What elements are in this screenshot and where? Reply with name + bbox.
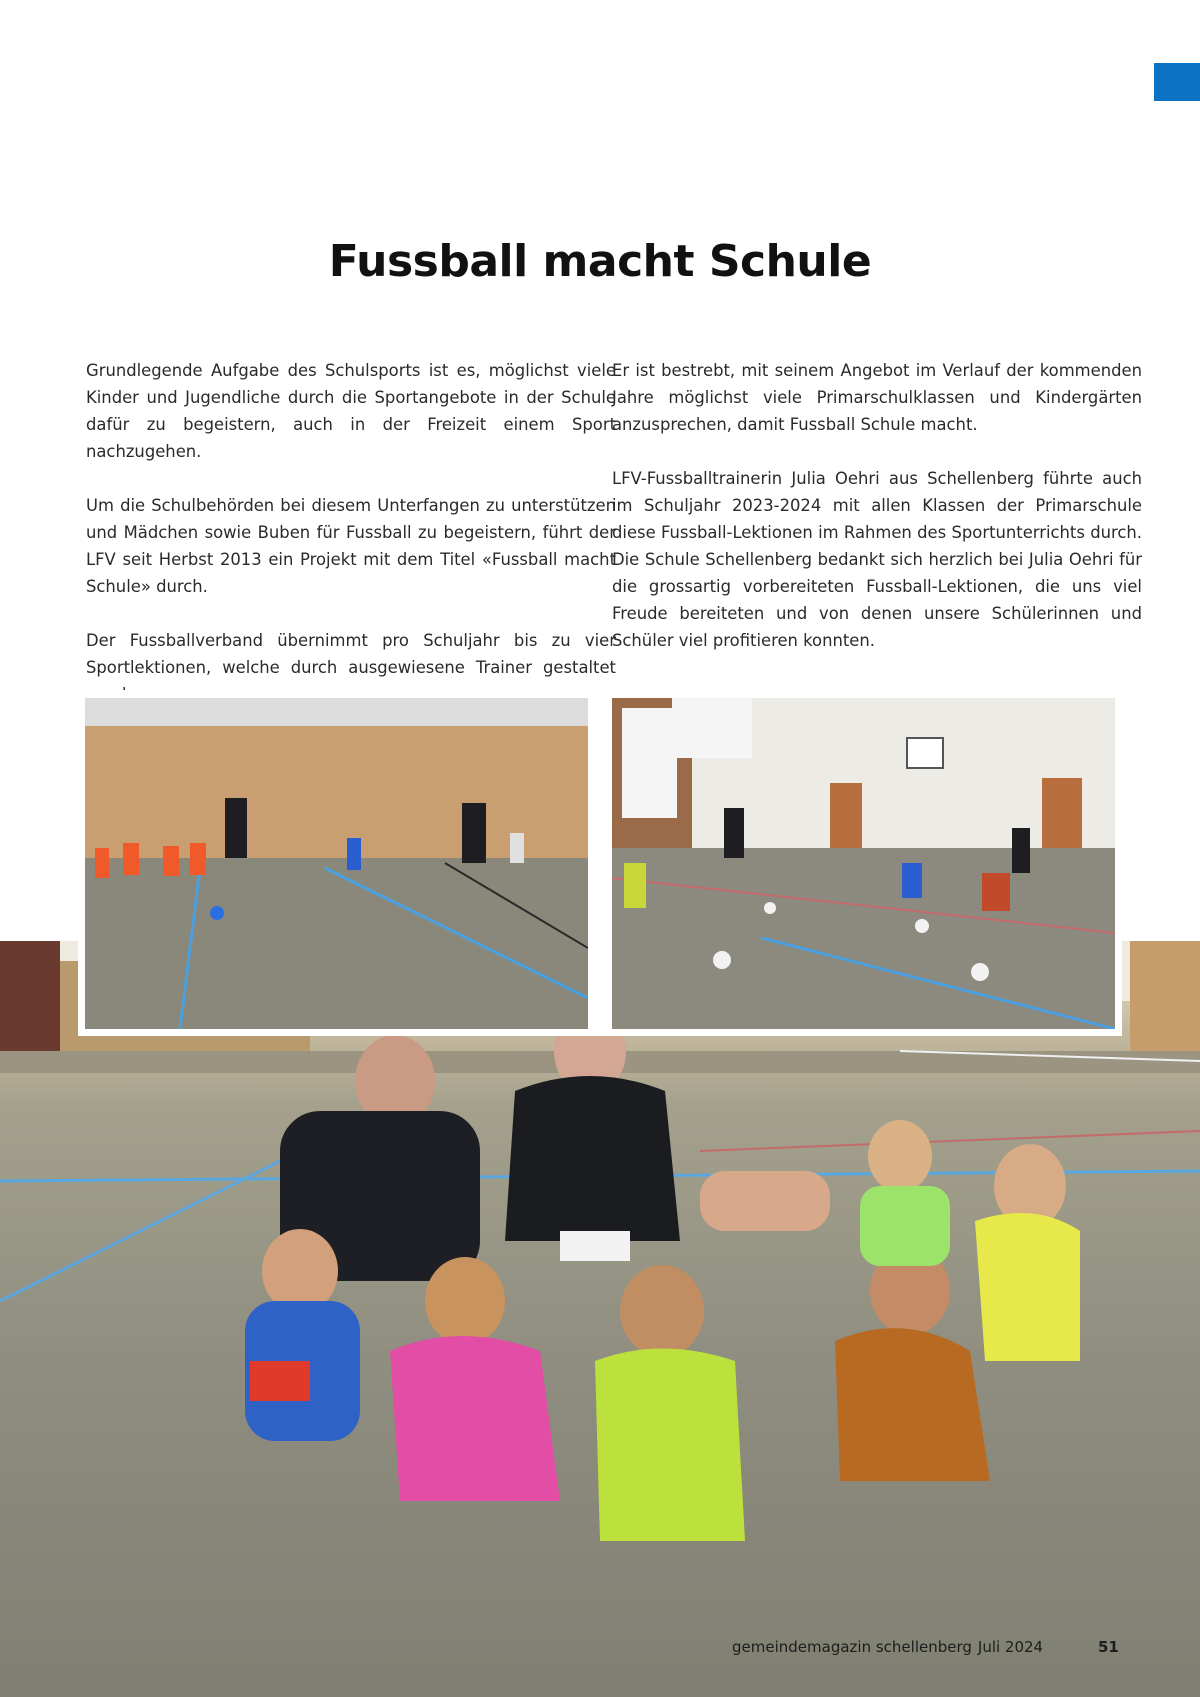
paragraph: Er ist bestrebt, mit seinem Angebot im Verlauf der kommenden Jahre möglichst viele Primarschulklassen und Kindergärten anzusprechen, damit Fussball Schule macht. [612,361,1142,434]
paragraph: Der Fussballverband übernimmt pro Schuljahr bis zu vier Sportlektionen, welche durch ausgewiesene Trainer gestaltet [86,631,616,677]
paragraph: Um die Schulbehörden bei diesem Unterfangen zu unterstützen und Mädchen sowie Buben für Fussball zu begeistern, führt der LFV seit Herbst 2013 ein Projekt mit dem Titel «Fussball macht Schule» durch. [86,496,616,596]
section-tab-marker [1154,63,1200,101]
text-column-right [612,357,1142,681]
footer-issue: Juli 2024 [977,1638,1044,1656]
page-number: 51 [1098,1638,1119,1656]
photo-gym-dribbling [85,698,588,1029]
footer-magazine-name: gemeindemagazin schellenberg [732,1638,972,1656]
paragraph: Grundlegende Aufgabe des Schulsports ist es, möglichst viele Kinder und Jugendliche durch die Sportangebote in der Schule dafür zu begeistern, auch in der Freizeit einem Sport nachzugehen. [86,361,616,461]
photo-circle-of-children [0,941,1200,1697]
paragraph: LFV-Fussballtrainerin Julia Oehri aus Schellenberg führte auch im Schuljahr 2023-2024 mit allen Klassen der Primarschule diese Fussball-Lektionen im Rahmen des Sportunterrichts durch. Die Schule Schellenberg bedankt sich herzlich bei Julia Oehri für die grossartig vorbereiteten Fussball-Lektionen, die uns viel Freude bereiteten und von denen unsere Schülerinnen und Schüler viel profitieren konnten. [612,469,1142,650]
footer-magazine-info [732,1638,1043,1656]
photo-gym-ball-practice [612,698,1115,1029]
text-column-left [86,357,616,735]
article-title: Fussball macht Schule [328,236,872,287]
